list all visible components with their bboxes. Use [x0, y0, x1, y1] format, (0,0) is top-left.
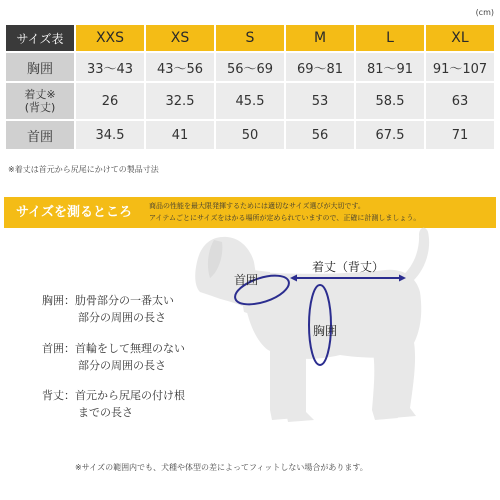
size-header-cell: M: [286, 25, 354, 51]
row-label-length-line1: 着丈※: [24, 88, 56, 101]
size-table-header-label: サイズ表: [6, 25, 74, 51]
table-cell: 26: [76, 83, 144, 119]
size-header-cell: L: [356, 25, 424, 51]
size-header-cell: XS: [146, 25, 214, 51]
unit-label: (cm): [475, 8, 494, 17]
table-cell: 43〜56: [146, 53, 214, 81]
row-label-length-line2: (背丈): [24, 101, 56, 114]
measure-description-line1: 商品の性能を最大限発揮するためには適切なサイズ選びが大切です。: [149, 202, 365, 210]
footnote: ※サイズの範囲内でも、犬種や体型の差によってフィットしない場合があります。: [75, 463, 368, 472]
size-header-cell: S: [216, 25, 284, 51]
table-cell: 58.5: [356, 83, 424, 119]
size-header-cell: XXS: [76, 25, 144, 51]
measure-title: サイズを測るところ: [16, 205, 132, 220]
table-cell: 56〜69: [216, 53, 284, 81]
description-neck-line1: 首囲：首輪をして無理のない: [42, 342, 185, 355]
description-back-line1: 背丈：首元から尻尾の付け根: [42, 389, 185, 402]
table-cell: 53: [286, 83, 354, 119]
table-cell: 32.5: [146, 83, 214, 119]
description-chest-line2: 部分の周囲の長さ: [78, 311, 166, 324]
row-label-neck: 首囲: [6, 121, 74, 149]
description-back: [42, 387, 185, 421]
row-label-chest: 胸囲: [6, 53, 74, 81]
table-cell: 45.5: [216, 83, 284, 119]
table-cell: 81〜91: [356, 53, 424, 81]
description-chest: [42, 292, 174, 326]
table-cell: 56: [286, 121, 354, 149]
table-cell: 67.5: [356, 121, 424, 149]
table-cell: 91〜107: [426, 53, 494, 81]
table-cell: 69〜81: [286, 53, 354, 81]
table-cell: 63: [426, 83, 494, 119]
table-cell: 41: [146, 121, 214, 149]
description-back-line2: までの長さ: [78, 406, 133, 419]
diagram-label-neck: 首囲: [234, 273, 259, 287]
table-cell: 33〜43: [76, 53, 144, 81]
description-neck: [42, 340, 185, 374]
table-note: ※着丈は首元から尻尾にかけての製品寸法: [8, 165, 159, 174]
table-cell: 50: [216, 121, 284, 149]
diagram-label-chest: 胸囲: [313, 324, 338, 338]
size-header-cell: XL: [426, 25, 494, 51]
diagram-label-back: 着丈（背丈）: [312, 260, 385, 274]
table-cell: 71: [426, 121, 494, 149]
table-cell: 34.5: [76, 121, 144, 149]
description-neck-line2: 部分の周囲の長さ: [78, 359, 166, 372]
description-chest-line1: 胸囲：肋骨部分の一番太い: [42, 294, 174, 307]
measure-description-line2: アイテムごとにサイズをはかる場所が定められていますので、正確に計測しましょう。: [149, 214, 421, 222]
